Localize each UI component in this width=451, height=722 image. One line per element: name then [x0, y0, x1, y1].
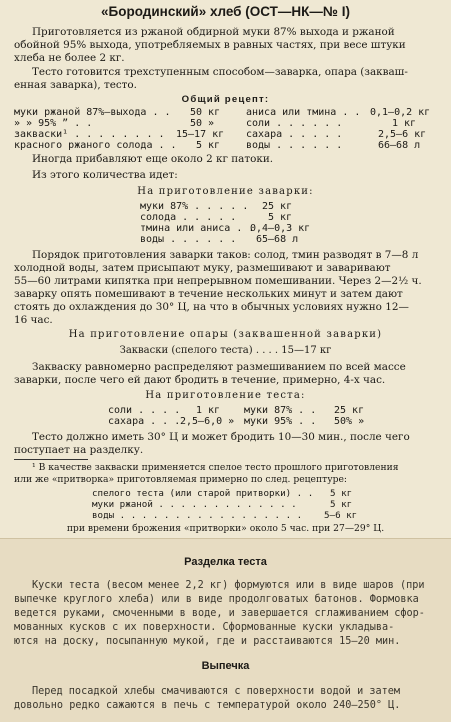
footnote-line-1: ¹ В качестве закваски применяется спелое тесто прошлого приготовления: [32, 462, 399, 473]
footnote-row-2-qty: 5 кг: [330, 499, 353, 510]
recipe-row-3-left: закваски¹ . . . . . . . .: [14, 129, 165, 140]
intro-line-2: обойной 95% выхода, употребляемых в равных частях, при весе штуки: [14, 39, 406, 51]
recipe-row-2-left: » » 95% ” . .: [14, 118, 93, 129]
footnote-row-1-qty: 5 кг: [330, 488, 353, 499]
baking-line-2: довольно редко сажаются в печь с температурой около 240—250° Ц.: [14, 700, 401, 711]
brew-heading: На приготовление заварки:: [137, 186, 314, 197]
brew-row-1-qty: 25 кг: [262, 201, 293, 212]
yield-intro: Из этого количества идет:: [32, 169, 178, 181]
brew-row-4-label: воды . . . . . .: [140, 234, 237, 245]
shaping-line-3: ведется руками, смоченными в воде, и завершается сглаживанием сфор-: [14, 608, 425, 619]
dough-row-1-left-qty: 1 кг: [196, 405, 221, 416]
intro-line-3: хлеба не более 2 кг.: [14, 52, 125, 64]
recipe-row-2-left-qty: 50 »: [190, 118, 215, 129]
dough-row-2-right-qty: 50% »: [334, 416, 365, 427]
dough-line-1: Тесто должно иметь 30° Ц и может бродить 10—30 мин., после чего: [32, 431, 410, 443]
recipe-row-2-right: соли . . . . . .: [246, 118, 343, 129]
footnote-row-2-label: муки ржаной . . . . . . . . . . . . .: [92, 499, 297, 510]
dough-row-2-left: сахара . . .: [108, 416, 181, 427]
dough-row-1-left: соли . . . .: [108, 405, 181, 416]
brew-row-2-label: солода . . . . .: [140, 212, 237, 223]
brew-row-1-label: муки 87% . . . . .: [140, 201, 249, 212]
recipe-row-2-right-qty: 1 кг: [392, 118, 417, 129]
footnote-row-1-label: спелого теста (или старой притворки) . .: [92, 488, 314, 499]
recipe-row-4-left-qty: 5 кг: [196, 140, 221, 151]
recipe-row-4-right-qty: 66—68 л: [378, 140, 421, 151]
brew-procedure-line-4: заварку опять помешивают в течение нескольких минут и затем дают: [14, 288, 403, 300]
footnote-end: при времени брожения «притворки» около 5 час. при 27—29° Ц.: [66, 523, 385, 534]
brew-row-2-qty: 5 кг: [268, 212, 293, 223]
recipe-row-4-left: красного ржаного солода . .: [14, 140, 177, 151]
brew-procedure-line-2: холодной воды, затем присыпают муку, размешивают и заваривают: [14, 262, 391, 274]
brew-procedure-line-5: стоять до охлаждения до 30° Ц, на что в обычных условиях нужно 12—: [14, 301, 409, 313]
intro-line-1: Приготовляется из ржаной обдирной муки 87% выхода и ржаной: [32, 26, 395, 38]
brew-row-3-label: тмина или аниса . .: [140, 223, 255, 234]
section-heading-baking: Выпечка: [201, 660, 250, 672]
shaping-line-5: ются на доску, посыпанную мукой, где и расстаиваются 15—20 мин.: [14, 636, 401, 647]
sponge-line-1: Закваску равномерно распределяют размешиванием по всей массе: [32, 361, 406, 373]
dough-row-2-right: муки 95% . .: [244, 416, 317, 427]
sponge-heading: На приготовление опары (заквашенной заварки): [68, 329, 383, 340]
shaping-line-2: выпечке круглого хлеба) или в виде продолговатых батонов. Формовка: [14, 594, 419, 605]
recipe-row-4-right: воды . . . . . .: [246, 140, 343, 151]
page-title: «Бородинский» хлеб (ОСТ—НК—№ I): [101, 4, 350, 19]
page-bottom-sheet: [0, 539, 451, 722]
method-line-2: енная заварка), тесто.: [14, 79, 137, 91]
dough-line-2: поступает на разделку.: [14, 444, 144, 456]
dough-row-2-left-qty: 2,5—6,0 »: [180, 416, 235, 427]
recipe-row-1-left: муки ржаной 87%—выхода . .: [14, 107, 171, 118]
brew-row-3-qty: 0,4—0,3 кг: [250, 223, 311, 234]
dough-row-1-right-qty: 25 кг: [334, 405, 365, 416]
shaping-line-1: Куски теста (весом менее 2,2 кг) формуются или в виде шаров (при: [32, 580, 425, 591]
footnote-line-2: или же «притворка» приготовляемая примерно по след. рецептуре:: [14, 474, 348, 485]
method-line-1: Тесто готовится трехступенным способом—заварка, опара (закваш-: [32, 66, 408, 78]
dough-row-1-right: муки 87% . .: [244, 405, 317, 416]
shaping-line-4: мованных кусков с их поверхности. Сформованные куски укладыва-: [14, 622, 395, 633]
recipe-row-3-right-qty: 2,5—6 кг: [378, 129, 427, 140]
sponge-line-2: заварки, после чего ей дают бродить в течение, примерно, 4-х час.: [14, 374, 386, 386]
brew-row-4-qty: 65—68 л: [256, 234, 299, 245]
footnote-separator: [14, 459, 88, 460]
brew-procedure-line-3: 55—60 литрами кипятка при непрерывном помешивании. Через 2—2½ ч.: [14, 275, 422, 287]
section-heading-shaping: Разделка теста: [184, 556, 267, 568]
recipe-row-3-right: сахара . . . . .: [246, 129, 343, 140]
molasses-note: Иногда прибавляют еще около 2 кг патоки.: [32, 153, 274, 165]
recipe-row-1-right-qty: 0,1—0,2 кг: [370, 107, 431, 118]
recipe-row-1-right: аниса или тмина . .: [246, 107, 361, 118]
baking-line-1: Перед посадкой хлебы смачиваются с поверхности водой и затем: [32, 686, 401, 697]
recipe-row-3-left-qty: 15—17 кг: [176, 129, 225, 140]
recipe-row-1-left-qty: 50 кг: [190, 107, 221, 118]
recipe-heading: Общий рецепт:: [181, 94, 270, 105]
brew-procedure-line-1: Порядок приготовления заварки таков: солод, тмин разводят в 7—8 л: [32, 249, 419, 261]
brew-procedure-line-6: 16 час.: [14, 314, 53, 326]
sponge-row: Закваски (спелого теста) . . . . 15—17 кг: [119, 345, 332, 356]
footnote-row-3-label: воды . . . . . . . . . . . . . . . . .: [92, 510, 303, 521]
footnote-row-3-qty: 5—6 кг: [324, 510, 358, 521]
dough-heading: На приготовление теста:: [145, 390, 306, 401]
